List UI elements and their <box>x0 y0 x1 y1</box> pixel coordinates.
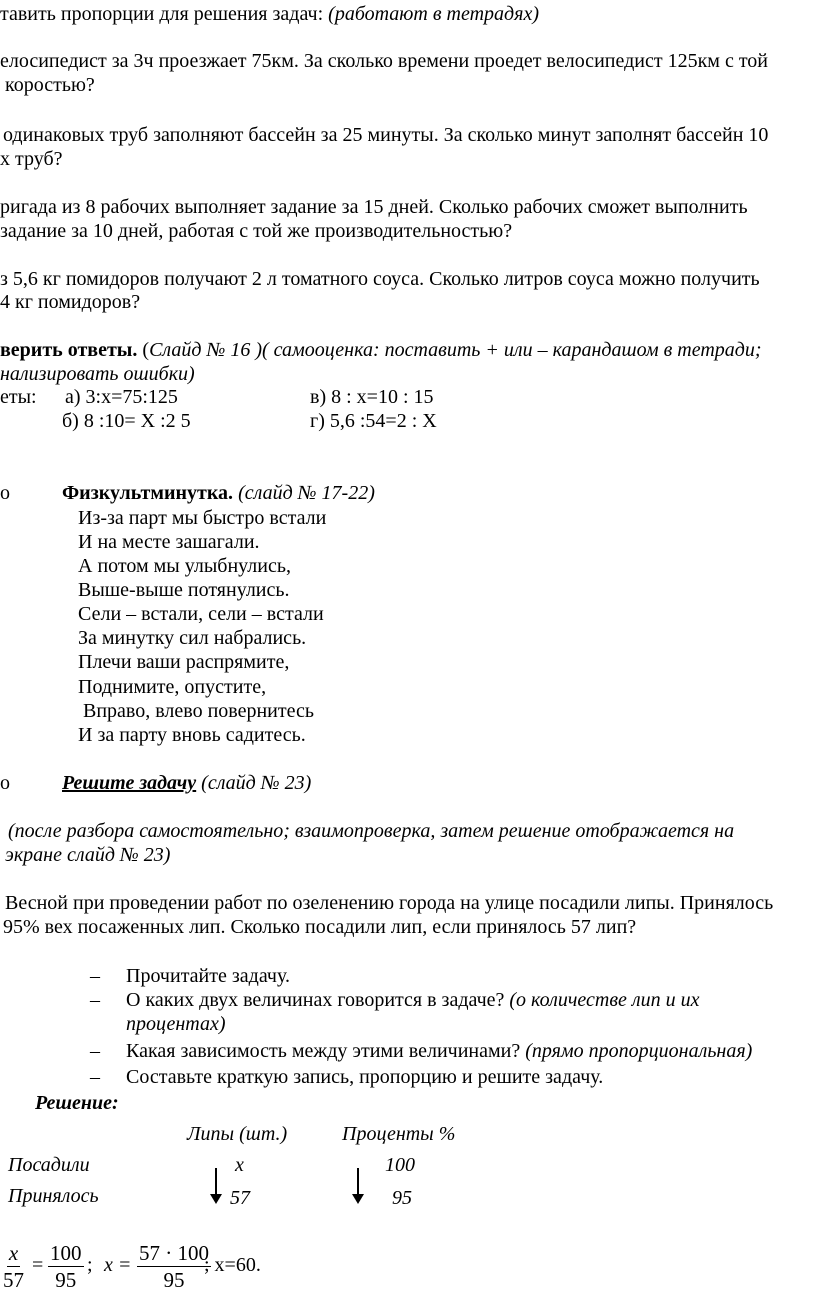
question-2-answer-cont: процентах) <box>126 1013 226 1035</box>
poem-line: А потом мы улыбнулись, <box>78 555 291 577</box>
x-equals: x = <box>104 1254 132 1276</box>
problem-line-2: 95% вех посаженных лип. Сколько посадили лип, если принялось 57 лип? <box>3 916 637 938</box>
question-4: Составьте краткую запись, пропорцию и решите задачу. <box>126 1066 604 1088</box>
fraction-100-95 <box>48 1240 84 1293</box>
task-2-line-1: одинаковых труб заполняют бассейн за 25 минуты. За сколько минут заполнят бассейн 10 <box>3 124 769 146</box>
task-4-line-2: 4 кг помидоров? <box>0 291 141 313</box>
question-2-text: О каких двух величинах говорится в задаче? <box>126 989 510 1011</box>
poem-line: И на месте зашагали. <box>78 531 260 553</box>
task-1-line-2: коростью? <box>5 74 95 96</box>
fizk-slide: (слайд № 17-22) <box>233 482 375 504</box>
poem-line: Сели – встали, сели – встали <box>78 603 324 625</box>
dash: – <box>90 1066 100 1088</box>
cell-value: 100 <box>385 1154 415 1176</box>
numerator: 57 · 100 <box>139 1241 209 1265</box>
check-answers-line <box>0 338 762 362</box>
problem-line-1: Весной при проведении работ по озеленению города на улице посадили липы. Принялось <box>5 892 774 914</box>
denominator: 95 <box>163 1268 185 1292</box>
result: ; x=60. <box>204 1254 261 1276</box>
solve-note-2: экране слайд № 23) <box>5 844 171 866</box>
poem-line: Поднимите, опустите, <box>78 676 267 698</box>
row-label-planted: Посадили <box>8 1154 90 1176</box>
solve-slide: (слайд № 23) <box>196 772 312 794</box>
solve-note-1: (после разбора самостоятельно; взаимопроверка, затем решение отображается на <box>8 820 735 842</box>
question-3-text: Какая зависимость между этими величинами? <box>126 1040 526 1062</box>
task-3-line-2: задание за 10 дней, работая с той же производительностью? <box>0 220 513 242</box>
intro-note: (работают в тетрадях) <box>328 3 539 25</box>
dash: – <box>90 1040 100 1062</box>
bullet: о <box>0 772 10 794</box>
dash: – <box>90 989 100 1011</box>
task-4-line-1: з 5,6 кг помидоров получают 2 л томатного соуса. Сколько литров соуса можно получить <box>0 268 760 290</box>
fraction-57x100-95 <box>137 1240 211 1293</box>
poem-line: За минутку сил набрались. <box>78 627 307 649</box>
equals-sign: = <box>32 1254 44 1276</box>
answer-v: в) 8 : x=10 : 15 <box>310 386 434 408</box>
question-1: Прочитайте задачу. <box>126 965 290 987</box>
answer-b: б) 8 :10= Х :2 5 <box>62 410 191 432</box>
arrow-down-icon <box>357 1168 359 1196</box>
task-2-line-2: х труб? <box>0 148 63 170</box>
answer-a: а) 3:x=75:125 <box>65 386 178 408</box>
fraction-x-57 <box>3 1240 24 1293</box>
check-heading: верить ответы. <box>0 339 138 361</box>
intro-text: тавить пропорции для решения задач: <box>0 3 329 25</box>
cell-value: x <box>235 1154 244 1176</box>
question-3-answer: (прямо пропорциональная) <box>525 1040 753 1062</box>
solve-title: Решите задачу <box>62 772 197 794</box>
row-label-rooted: Принялось <box>8 1185 99 1207</box>
cell-value: 57 <box>230 1187 250 1209</box>
column-header-lindens: Липы (шт.) <box>187 1123 288 1145</box>
numerator: x <box>8 1241 19 1265</box>
check-note: Слайд № 16 )( самооценка: поставить + или – карандашом в тетради; <box>149 339 762 361</box>
column-header-percent: Проценты % <box>342 1123 456 1145</box>
poem-line: Плечи ваши распрямите, <box>78 651 290 673</box>
poem-line: Вправо, влево повернитесь <box>78 700 314 722</box>
task-1-line-1: елосипедист за 3ч проезжает 75км. За сколько времени проедет велосипедист 125км с той <box>0 50 769 72</box>
poem-line: И за парту вновь садитесь. <box>78 724 306 746</box>
numerator: 100 <box>50 1241 82 1265</box>
answer-g: г) 5,6 :54=2 : Х <box>310 410 437 432</box>
question-2-answer: (о количестве лип и их <box>509 989 700 1011</box>
fizk-heading <box>62 481 375 505</box>
check-paren: ( <box>137 339 150 361</box>
denominator: 95 <box>55 1268 77 1292</box>
solve-heading <box>62 771 311 795</box>
fizk-title: Физкультминутка. <box>62 482 234 504</box>
poem-line: Выше-выше потянулись. <box>78 579 290 601</box>
question-3 <box>126 1039 752 1063</box>
dash: – <box>90 965 100 987</box>
semicolon: ; <box>87 1254 93 1276</box>
task-3-line-1: ригада из 8 рабочих выполняет задание за 15 дней. Сколько рабочих сможет выполнить <box>0 196 748 218</box>
answers-label: еты: <box>0 386 37 408</box>
bullet: о <box>0 482 10 504</box>
arrow-down-icon <box>215 1168 217 1196</box>
solution-title: Решение: <box>35 1092 119 1114</box>
poem-line: Из-за парт мы быстро встали <box>78 507 327 529</box>
check-note-2: нализировать ошибки) <box>0 363 195 385</box>
question-2 <box>126 988 700 1012</box>
denominator: 57 <box>3 1268 24 1292</box>
cell-value: 95 <box>392 1187 412 1209</box>
intro-line <box>0 2 539 26</box>
